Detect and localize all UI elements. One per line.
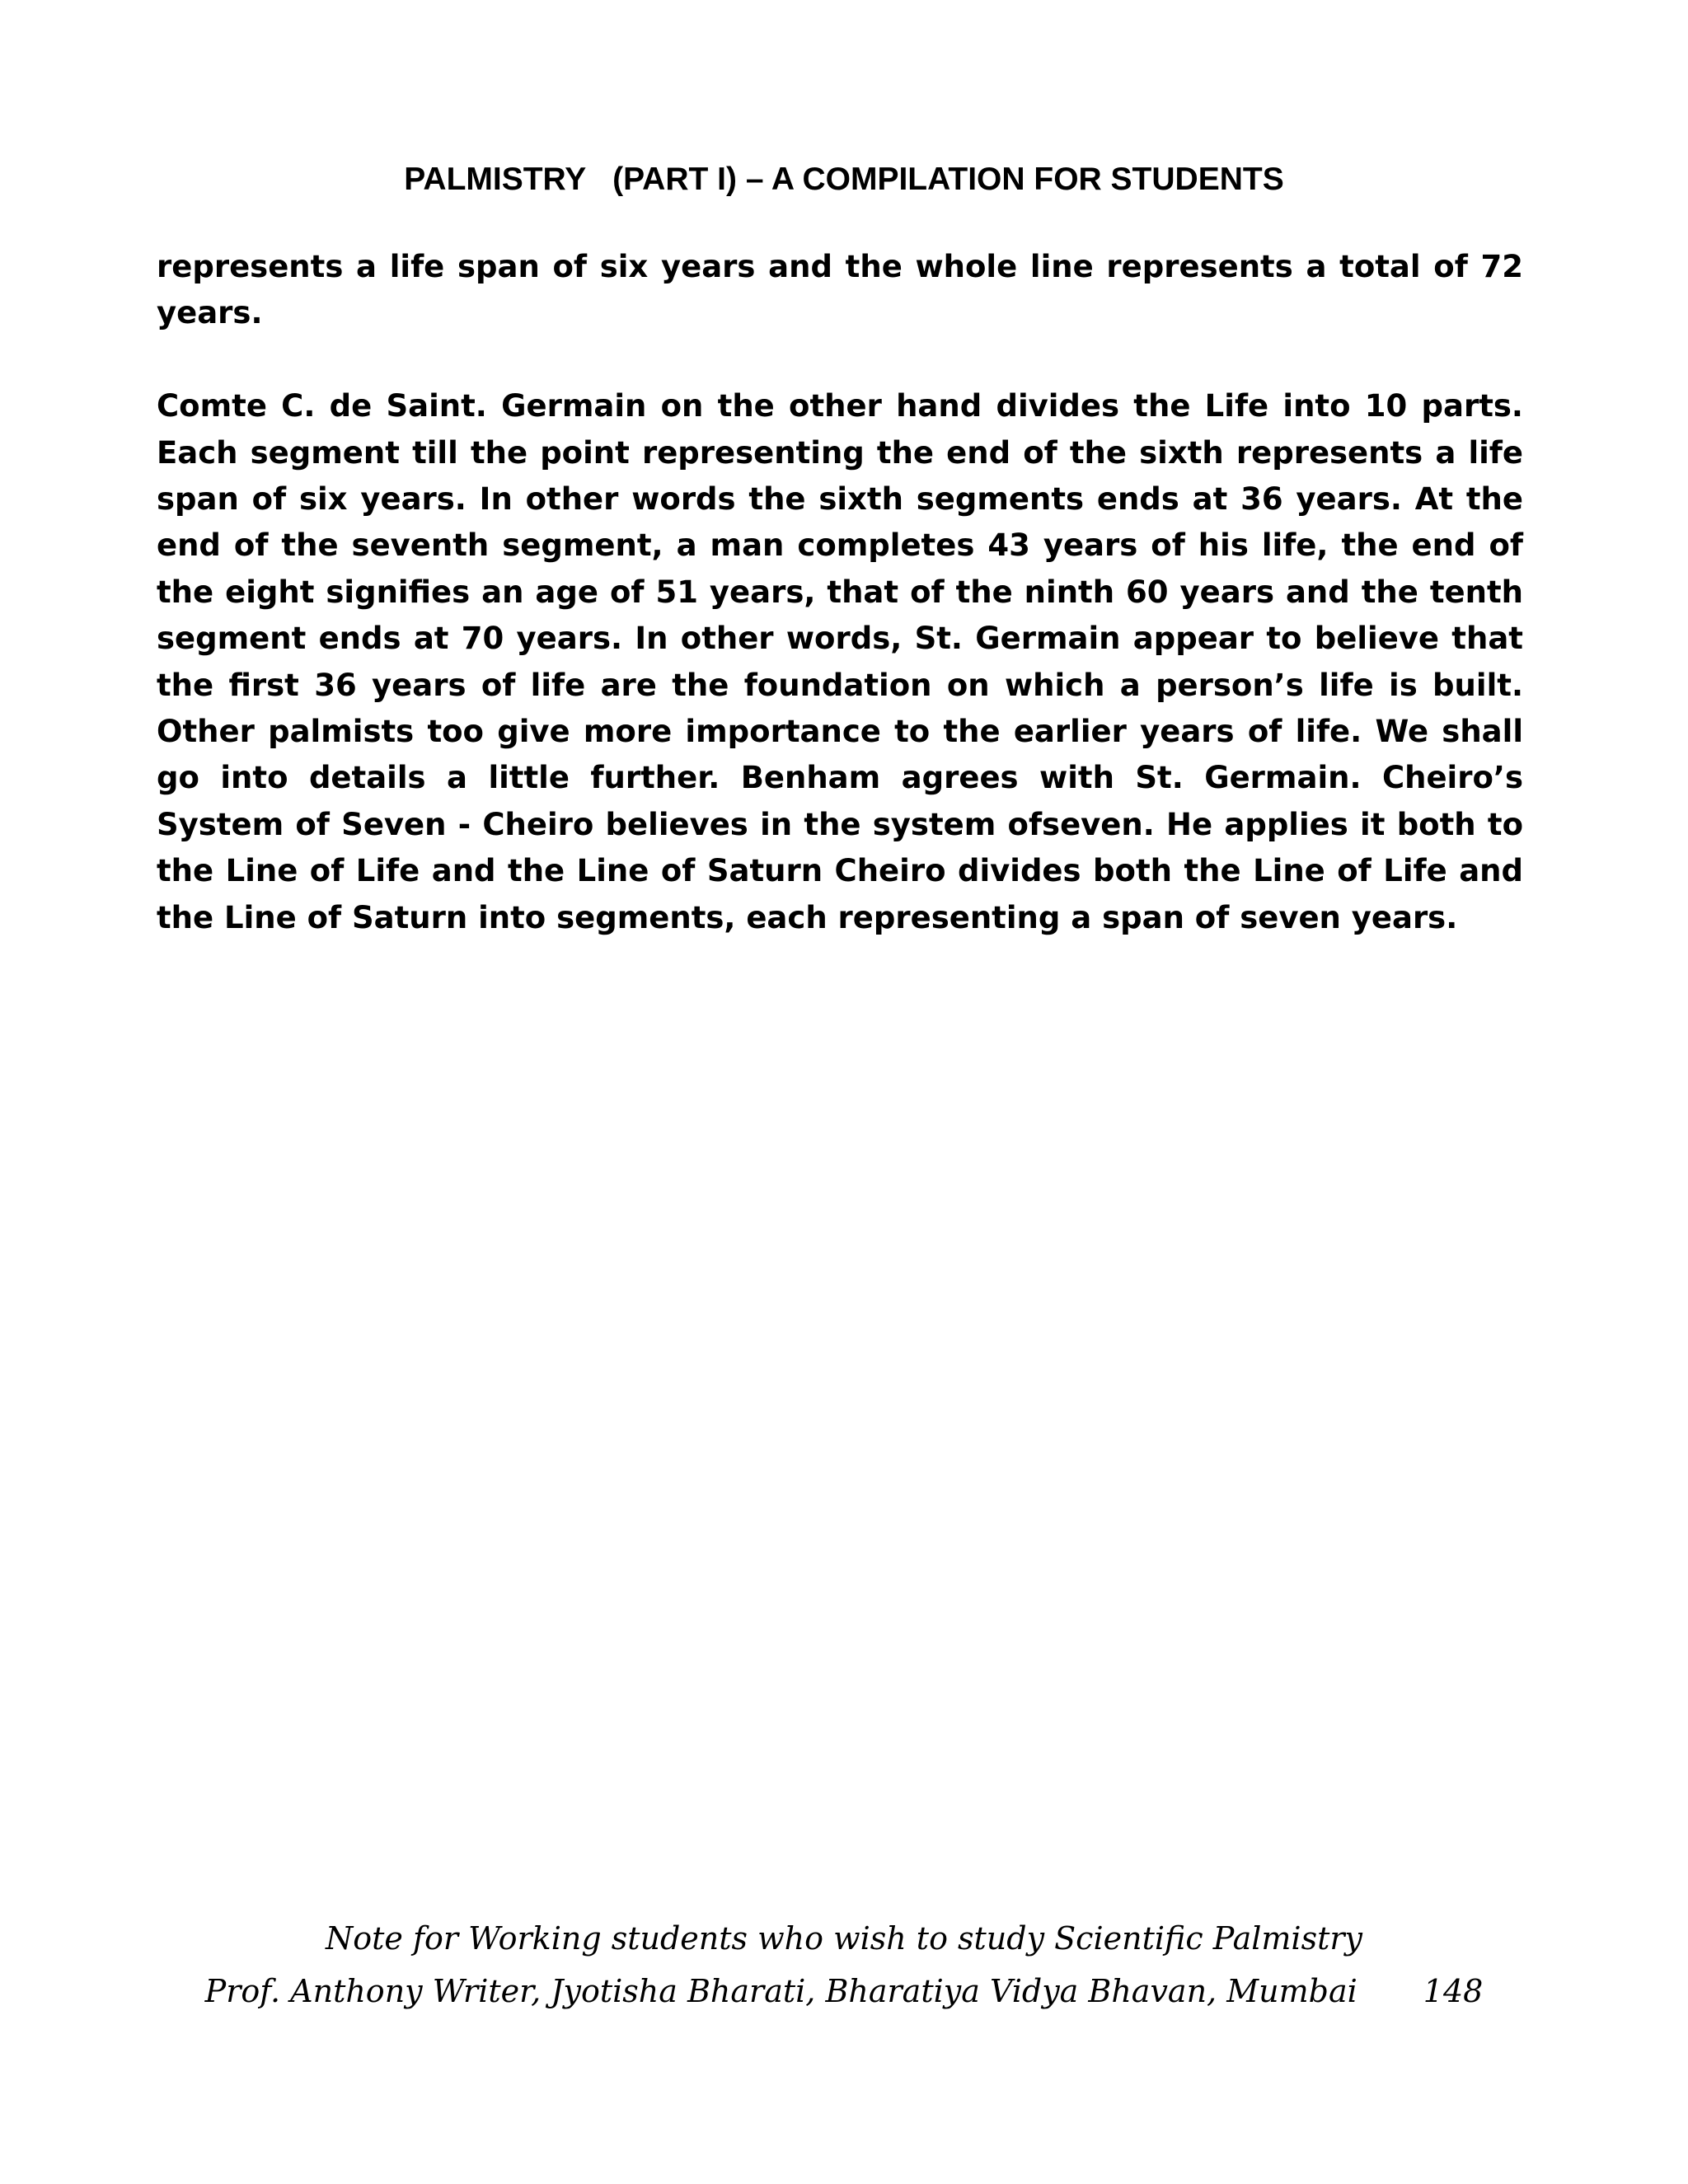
footer-note: Note for Working students who wish to study Scientific Palmistry bbox=[326, 1920, 1362, 1957]
footer-author: Prof. Anthony Writer, Jyotisha Bharati, Bharatiya Vidya Bhavan, Mumbai bbox=[204, 1973, 1357, 2009]
paragraph-saint-germain: Comte C. de Saint. Germain on the other hand divides the Life into 10 parts. Each segment till the point representing the end of the sixth represents a life span of six years. In other words the sixth segments ends at 36 years. At the end of the seventh segment, a man completes 43 years of his life, the end of the eight signifies an age of 51 years, that of the ninth 60 years and the tenth segment ends at 70 years. In other words, St. Germain appear to believe that the first 36 years of life are the foundation on which a person’s life is built. Other palmists too give more importance to the earlier years of life. We shall go into details a little further. Benham agrees with St. Germain. Cheiro’s System of Seven - Cheiro believes in the system ofseven. He applies it both to the Line of Life and the Line of Saturn Cheiro divides both the Line of Life and the Line of Saturn into segments, each representing a span of seven years. bbox=[157, 388, 1523, 935]
body-text bbox=[157, 244, 1523, 941]
paragraph-continuation: represents a life span of six years and the whole line represents a total of 72 years. bbox=[157, 249, 1523, 331]
footer-author-line bbox=[0, 1970, 1688, 2013]
running-header: PALMISTRY (PART I) – A COMPILATION FOR STUDENTS bbox=[404, 162, 1284, 197]
page-number: 148 bbox=[1423, 1973, 1484, 2009]
